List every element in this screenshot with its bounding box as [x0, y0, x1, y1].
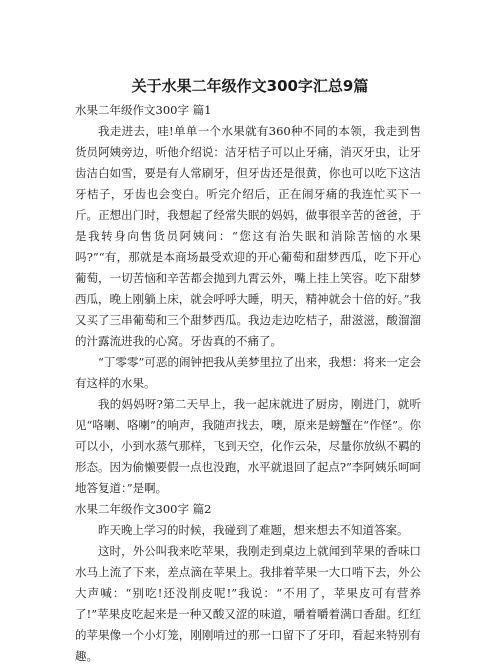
- article-section: [75, 499, 421, 667]
- paragraph: 我的妈妈呀?第二天早上，我一起床就进了厨房，刚进门，就听见“咯喇、咯喇”的响声，我随声找去，噢，原来是螃蟹在“作怪”。你可以小，小到水蒸气那样，飞到天空，化作云朵，尽量你放纵不羁的形态。因为偷懒要假一点也没跑，水平就退回了起点?”李阿姨乐呵呵地答复道：”是啊。: [75, 397, 421, 495]
- document-body: [75, 100, 421, 667]
- section-heading: 水果二年级作文300字 篇1: [75, 103, 212, 117]
- document-title: 关于水果二年级作文300字汇总9篇: [131, 77, 369, 95]
- paragraph: 昨天晚上学习的时候，我碰到了难题，想来想去不知道答案。: [98, 523, 409, 537]
- article-section: [75, 100, 421, 499]
- paragraph: “丁零零”可恶的闹钟把我从美梦里拉了出来，我想：将来一定会有这样的水果。: [75, 355, 421, 390]
- paragraph: 我走进去，哇!单单一个水果就有360种不同的本领，我走到售货员阿姨旁边，听他介绍说：洁牙桔子可以止牙痛，消灭牙虫，让牙齿洁白如雪，要是有人常刷牙，但牙齿还是很黄，你也可以吃下这洁牙桔子，牙齿也会变白。听完介绍后，正在闹牙痛的我连忙买下一斤。正想出门时，我想起了经常失眠的妈妈，做事很辛苦的爸爸，于是我转身向售货员阿姨问：“您这有治失眠和消除苦恼的水果吗?”“有，那就是本商场最受欢迎的开心葡萄和甜梦西瓜，吃下开心葡萄，一切苦恼和辛苦都会抛到九霄云外，嘴上挂上笑容。吃下甜梦西瓜，晚上刚躺上床，就会呼呼大睡，明天，精神就会十倍的好。”我又买了三串葡萄和三个甜梦西瓜。我边走边吃桔子，甜滋滋，酸溜溜的汁露流进我的心窝。牙齿真的不痛了。: [75, 124, 421, 348]
- paragraph: 这时，外公叫我来吃苹果，我刚走到桌边上就闻到苹果的香味口水马上流了下来，差点滴在苹果上。我排着苹果一大口啃下去，外公大声喊：“别吃!还没削皮呢!”我说：“不用了，苹果皮可有营养了!”苹果皮吃起来是一种又酸又涩的味道，嚼着嚼着满口香甜。红红的苹果像一个小灯笼，刚刚啃过的那一口留下了牙印，看起来特别有趣。: [75, 544, 421, 663]
- section-heading: 水果二年级作文300字 篇2: [75, 502, 212, 516]
